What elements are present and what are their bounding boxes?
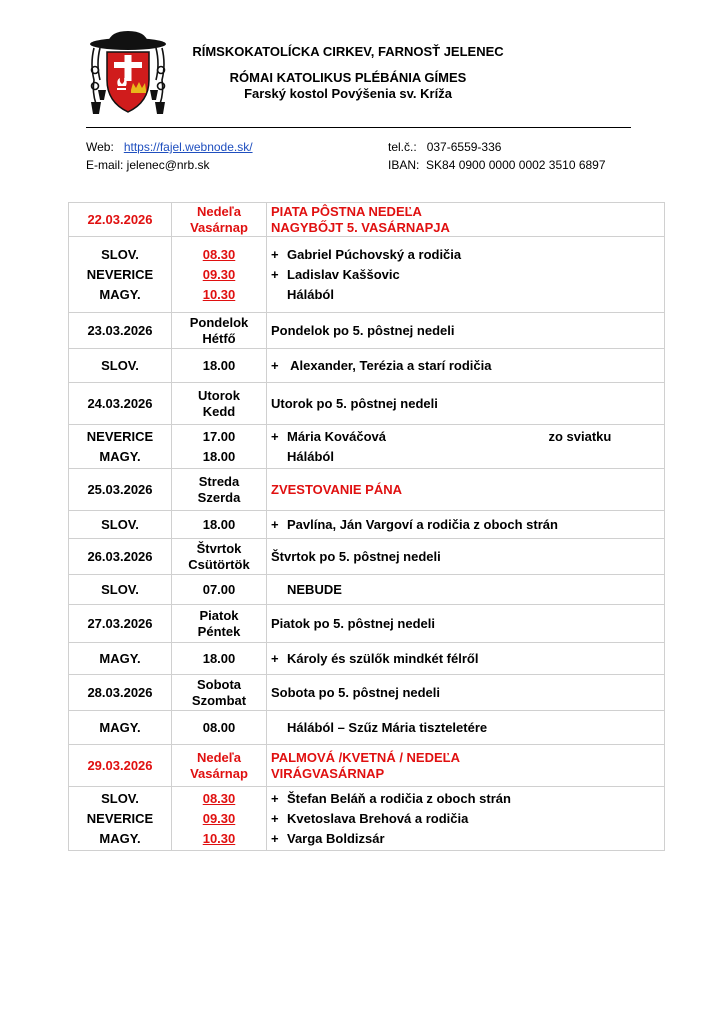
weekday-cell bbox=[172, 203, 267, 237]
mass-time: 08.30 bbox=[202, 246, 236, 262]
intention-text: Pavlína, Ján Vargoví a rodičia z oboch strán bbox=[287, 516, 558, 532]
day-row bbox=[69, 539, 665, 575]
liturgical-title: ZVESTOVANIE PÁNA bbox=[271, 481, 402, 497]
liturgical-title-cell bbox=[267, 469, 665, 511]
place-name: SLOV. bbox=[101, 516, 139, 532]
time-cell bbox=[172, 787, 267, 851]
mass-row bbox=[69, 511, 665, 539]
liturgical-title: Utorok po 5. pôstnej nedeli bbox=[271, 395, 438, 411]
place-cell bbox=[69, 349, 172, 383]
date-cell: 27.03.2026 bbox=[69, 605, 172, 643]
weekday-name: Nedeľa bbox=[196, 203, 242, 219]
intention-text: Hálából bbox=[287, 286, 334, 302]
weekday-name: Sobota bbox=[196, 676, 242, 692]
weekday-name: Szombat bbox=[191, 692, 247, 708]
date-cell: 28.03.2026 bbox=[69, 675, 172, 711]
intention-cell bbox=[267, 349, 665, 383]
intention-cell bbox=[267, 511, 665, 539]
intention-text: Alexander, Terézia a starí rodičia bbox=[287, 357, 492, 373]
weekday-name: Szerda bbox=[197, 489, 241, 505]
time-cell bbox=[172, 349, 267, 383]
place-name: MAGY. bbox=[99, 286, 141, 302]
place-cell bbox=[69, 237, 172, 313]
day-row bbox=[69, 203, 665, 237]
mass-time: 18.00 bbox=[202, 650, 236, 666]
liturgical-title: Sobota po 5. pôstnej nedeli bbox=[271, 684, 441, 700]
deceased-cross-mark: + bbox=[271, 516, 279, 532]
tel-row bbox=[388, 139, 501, 155]
day-row bbox=[69, 383, 665, 425]
place-name: SLOV. bbox=[101, 790, 139, 806]
weekday-cell bbox=[172, 745, 267, 787]
tel-number: 037-6559-336 bbox=[426, 140, 502, 154]
liturgical-title-cell bbox=[267, 313, 665, 349]
iban-number: SK84 0900 0000 0002 3510 6897 bbox=[426, 158, 606, 172]
intention-text: NEBUDE bbox=[287, 581, 342, 597]
intention-line bbox=[271, 718, 660, 738]
deceased-cross-mark: + bbox=[271, 428, 279, 444]
place-cell bbox=[69, 511, 172, 539]
intention-line bbox=[271, 265, 660, 285]
place-cell bbox=[69, 425, 172, 469]
deceased-cross-mark: + bbox=[271, 830, 279, 846]
mass-row bbox=[69, 237, 665, 313]
place-name: NEVERICE bbox=[86, 266, 154, 282]
day-row bbox=[69, 313, 665, 349]
weekday-name: Utorok bbox=[198, 387, 240, 403]
weekday-cell bbox=[172, 675, 267, 711]
intention-line bbox=[271, 245, 660, 265]
weekday-name: Vasárnap bbox=[190, 219, 248, 235]
header-divider bbox=[86, 127, 631, 128]
weekday-cell bbox=[172, 605, 267, 643]
tel-label: tel.č.: bbox=[388, 140, 417, 154]
day-row bbox=[69, 675, 665, 711]
mass-time: 08.00 bbox=[202, 719, 236, 735]
place-name: MAGY. bbox=[99, 719, 141, 735]
intention-cell bbox=[267, 787, 665, 851]
day-row bbox=[69, 745, 665, 787]
iban-label: IBAN: bbox=[388, 158, 420, 172]
liturgical-title: Štvrtok po 5. pôstnej nedeli bbox=[271, 548, 441, 564]
deceased-cross-mark: + bbox=[271, 357, 279, 373]
liturgical-title-cell bbox=[267, 675, 665, 711]
liturgical-title: NAGYBŐJT 5. VASÁRNAPJA bbox=[271, 219, 450, 235]
time-cell bbox=[172, 237, 267, 313]
web-row bbox=[86, 139, 253, 155]
schedule-body bbox=[69, 203, 665, 851]
intention-cell bbox=[267, 237, 665, 313]
intention-line bbox=[271, 649, 660, 669]
intention-text: Mária Kováčová bbox=[287, 428, 386, 444]
deceased-cross-mark: + bbox=[271, 790, 279, 806]
mass-time: 18.00 bbox=[202, 448, 236, 464]
place-cell bbox=[69, 643, 172, 675]
header-line-1: RÍMSKOKATOLÍCKA CIRKEV, FARNOSŤ JELENEC bbox=[192, 44, 504, 59]
weekday-name: Vasárnap bbox=[190, 765, 248, 781]
intention-text: Kvetoslava Brehová a rodičia bbox=[287, 810, 469, 826]
intention-line bbox=[271, 447, 660, 467]
intention-line bbox=[271, 285, 660, 305]
liturgical-title-cell bbox=[267, 383, 665, 425]
mass-time: 07.00 bbox=[202, 581, 236, 597]
date-cell: 26.03.2026 bbox=[69, 539, 172, 575]
date-cell: 25.03.2026 bbox=[69, 469, 172, 511]
intention-note: zo sviatku bbox=[548, 428, 612, 444]
mass-time: 08.30 bbox=[202, 790, 236, 806]
intention-cell bbox=[267, 643, 665, 675]
liturgical-title: PALMOVÁ /KVETNÁ / NEDEĽA bbox=[271, 749, 460, 765]
place-name: MAGY. bbox=[99, 650, 141, 666]
intention-text: Štefan Beláň a rodičia z oboch strán bbox=[287, 790, 511, 806]
place-name: SLOV. bbox=[101, 357, 139, 373]
weekday-name: Streda bbox=[198, 473, 240, 489]
weekday-name: Štvrtok bbox=[196, 540, 242, 556]
place-cell bbox=[69, 787, 172, 851]
place-name: MAGY. bbox=[99, 448, 141, 464]
mass-time: 10.30 bbox=[202, 286, 236, 302]
liturgical-title: Piatok po 5. pôstnej nedeli bbox=[271, 615, 435, 631]
weekday-name: Kedd bbox=[202, 403, 236, 419]
liturgical-title-cell bbox=[267, 745, 665, 787]
weekday-name: Péntek bbox=[197, 623, 241, 639]
mass-time: 17.00 bbox=[202, 428, 236, 444]
email: E-mail: jelenec@nrb.sk bbox=[86, 158, 210, 172]
intention-line bbox=[271, 809, 660, 829]
iban-row bbox=[388, 157, 606, 173]
mass-time: 18.00 bbox=[202, 516, 236, 532]
day-row bbox=[69, 469, 665, 511]
time-cell bbox=[172, 511, 267, 539]
place-name: NEVERICE bbox=[86, 428, 154, 444]
intention-text: Gabriel Púchovský a rodičia bbox=[287, 246, 462, 262]
mass-row bbox=[69, 349, 665, 383]
place-cell bbox=[69, 575, 172, 605]
date-cell: 29.03.2026 bbox=[69, 745, 172, 787]
web-label: Web: bbox=[86, 140, 114, 154]
liturgical-title-cell bbox=[267, 605, 665, 643]
intention-line bbox=[271, 356, 660, 376]
liturgical-title: VIRÁGVASÁRNAP bbox=[271, 765, 385, 781]
weekday-name: Piatok bbox=[199, 607, 239, 623]
deceased-cross-mark: + bbox=[271, 246, 279, 262]
weekday-cell bbox=[172, 383, 267, 425]
date-cell: 22.03.2026 bbox=[69, 203, 172, 237]
intention-text: Ladislav Kaššovic bbox=[287, 266, 400, 282]
deceased-cross-mark: + bbox=[271, 266, 279, 282]
place-name: MAGY. bbox=[99, 830, 141, 846]
mass-row bbox=[69, 711, 665, 745]
mass-row bbox=[69, 575, 665, 605]
mass-schedule-table bbox=[68, 202, 665, 851]
time-cell bbox=[172, 425, 267, 469]
intention-text: Hálából – Szűz Mária tiszteletére bbox=[287, 719, 488, 735]
date-cell: 23.03.2026 bbox=[69, 313, 172, 349]
place-name: SLOV. bbox=[101, 581, 139, 597]
mass-time: 09.30 bbox=[202, 266, 236, 282]
mass-time: 09.30 bbox=[202, 810, 236, 826]
liturgical-title-cell bbox=[267, 539, 665, 575]
intention-text: Károly és szülők mindkét félről bbox=[287, 650, 479, 666]
weekday-cell bbox=[172, 313, 267, 349]
liturgical-title-cell bbox=[267, 203, 665, 237]
intention-cell bbox=[267, 711, 665, 745]
mass-time: 10.30 bbox=[202, 830, 236, 846]
weekday-cell bbox=[172, 469, 267, 511]
liturgical-title: PIATA PÔSTNA NEDEĽA bbox=[271, 203, 422, 219]
intention-text: Hálából bbox=[287, 448, 334, 464]
intention-text: Varga Boldizsár bbox=[287, 830, 385, 846]
place-cell bbox=[69, 711, 172, 745]
intention-cell bbox=[267, 425, 665, 469]
date-cell: 24.03.2026 bbox=[69, 383, 172, 425]
time-cell bbox=[172, 711, 267, 745]
weekday-cell bbox=[172, 539, 267, 575]
mass-time: 18.00 bbox=[202, 357, 236, 373]
place-name: NEVERICE bbox=[86, 810, 154, 826]
intention-line bbox=[271, 515, 660, 535]
web-link[interactable]: https://fajel.webnode.sk/ bbox=[123, 140, 253, 154]
intention-line bbox=[271, 580, 660, 600]
mass-row bbox=[69, 425, 665, 469]
weekday-name: Pondelok bbox=[189, 314, 249, 330]
mass-row bbox=[69, 643, 665, 675]
deceased-cross-mark: + bbox=[271, 810, 279, 826]
time-cell bbox=[172, 643, 267, 675]
mass-row bbox=[69, 787, 665, 851]
intention-line bbox=[271, 789, 660, 809]
intention-line bbox=[271, 427, 660, 447]
time-cell bbox=[172, 575, 267, 605]
parish-coat-of-arms bbox=[86, 30, 170, 116]
day-row bbox=[69, 605, 665, 643]
intention-cell bbox=[267, 575, 665, 605]
weekday-name: Hétfő bbox=[202, 330, 236, 346]
weekday-name: Csütörtök bbox=[188, 556, 250, 572]
deceased-cross-mark: + bbox=[271, 650, 279, 666]
liturgical-title: Pondelok po 5. pôstnej nedeli bbox=[271, 322, 455, 338]
header-line-3: Farský kostol Povýšenia sv. Kríža bbox=[244, 86, 452, 101]
header-line-2: RÓMAI KATOLIKUS PLÉBÁNIA GÍMES bbox=[229, 70, 467, 85]
intention-line bbox=[271, 829, 660, 849]
weekday-name: Nedeľa bbox=[196, 749, 242, 765]
place-name: SLOV. bbox=[101, 246, 139, 262]
